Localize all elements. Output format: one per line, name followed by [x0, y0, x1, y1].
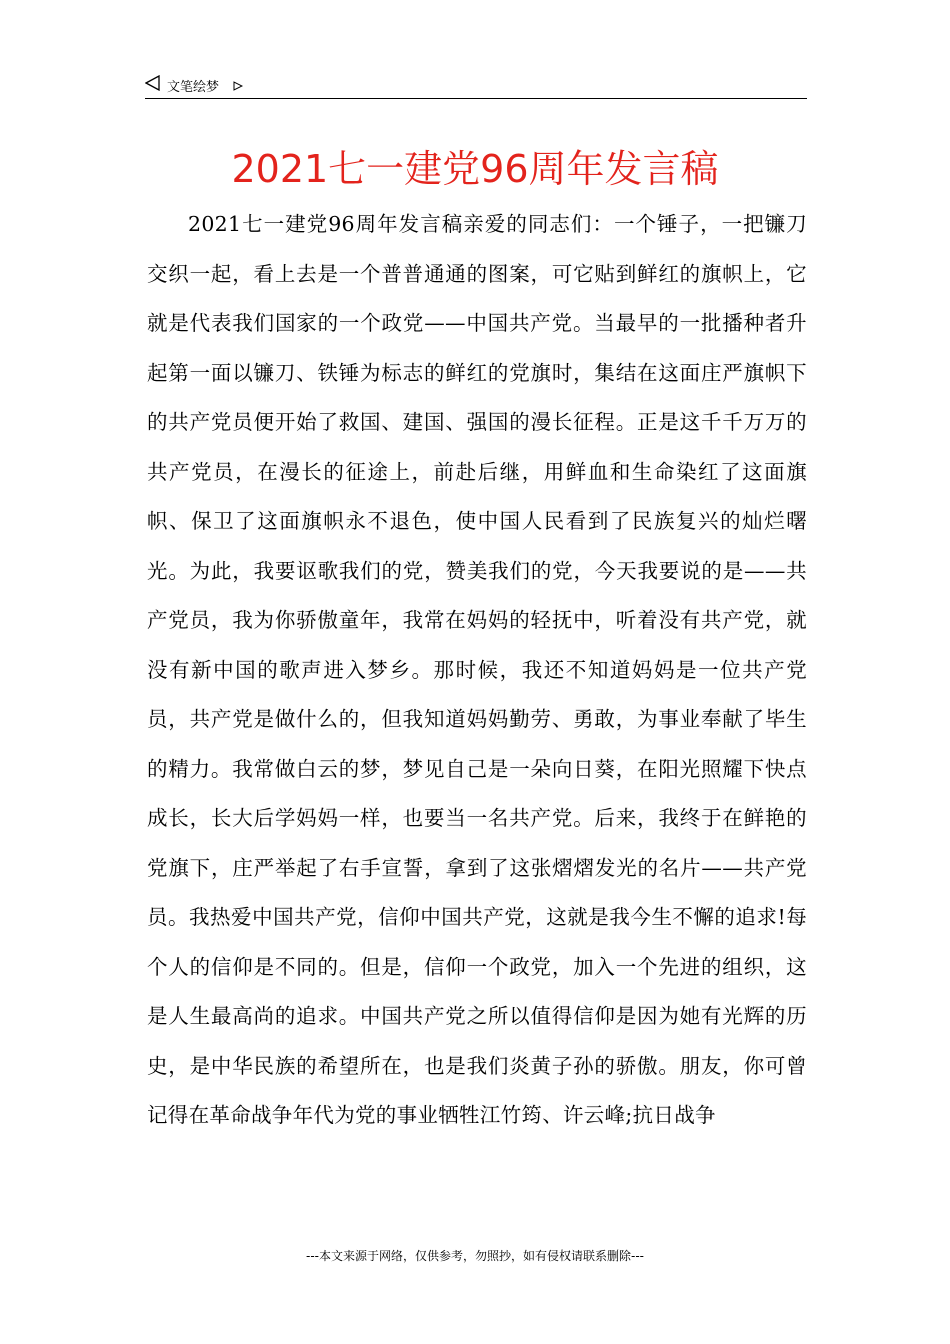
footer-notice: ---本文来源于网络，仅供参考，勿照抄，如有侵权请联系删除---	[306, 1249, 644, 1263]
header-brand: 文笔绘梦	[167, 80, 220, 95]
document-body: 2021七一建党96周年发言稿亲爱的同志们：一个锤子，一把镰刀交织一起，看上去是一个普普通通的图案，可它贴到鲜红的旗帜上，它就是代表我们国家的一个政党——中国共产党。当最早的一批播种者升起第一面以镰刀、铁锤为标志的鲜红的党旗时，集结在这面庄严旗帜下的共产党员便开始了救国、建国、强国的漫长征程。正是这千千万万的共产党员，在漫长的征途上，前赴后继，用鲜血和生命染红了这面旗帜、保卫了这面旗帜永不退色，使中国人民看到了民族复兴的灿烂曙光。为此，我要讴歌我们的党，赞美我们的党，今天我要说的是——共产党员，我为你骄傲童年，我常在妈妈的轻抚中，听着没有共产党，就没有新中国的歌声进入梦乡。那时候，我还不知道妈妈是一位共产党员，共产党是做什么的，但我知道妈妈勤劳、勇敢，为事业奉献了毕生的精力。我常做白云的梦，梦见自己是一朵向日葵，在阳光照耀下快点成长，长大后学妈妈一样，也要当一名共产党。后来，我终于在鲜艳的党旗下，庄严举起了右手宣誓，拿到了这张熠熠发光的名片——共产党员。我热爱中国共产党，信仰中国共产党，这就是我今生不懈的追求!每个人的信仰是不同的。但是，信仰一个政党，加入一个先进的组织，这是人生最高尚的追求。中国共产党之所以值得信仰是因为她有光辉的历史，是中华民族的希望所在，也是我们炎黄子孙的骄傲。朋友，你可曾记得在革命战争年代为党的事业牺牲江竹筠、许云峰;抗日战争	[147, 212, 807, 1127]
triangle-right-icon	[233, 76, 243, 95]
triangle-left-icon	[145, 75, 161, 95]
document-title: 2021七一建党96周年发言稿	[231, 147, 719, 191]
page-header	[145, 72, 807, 99]
